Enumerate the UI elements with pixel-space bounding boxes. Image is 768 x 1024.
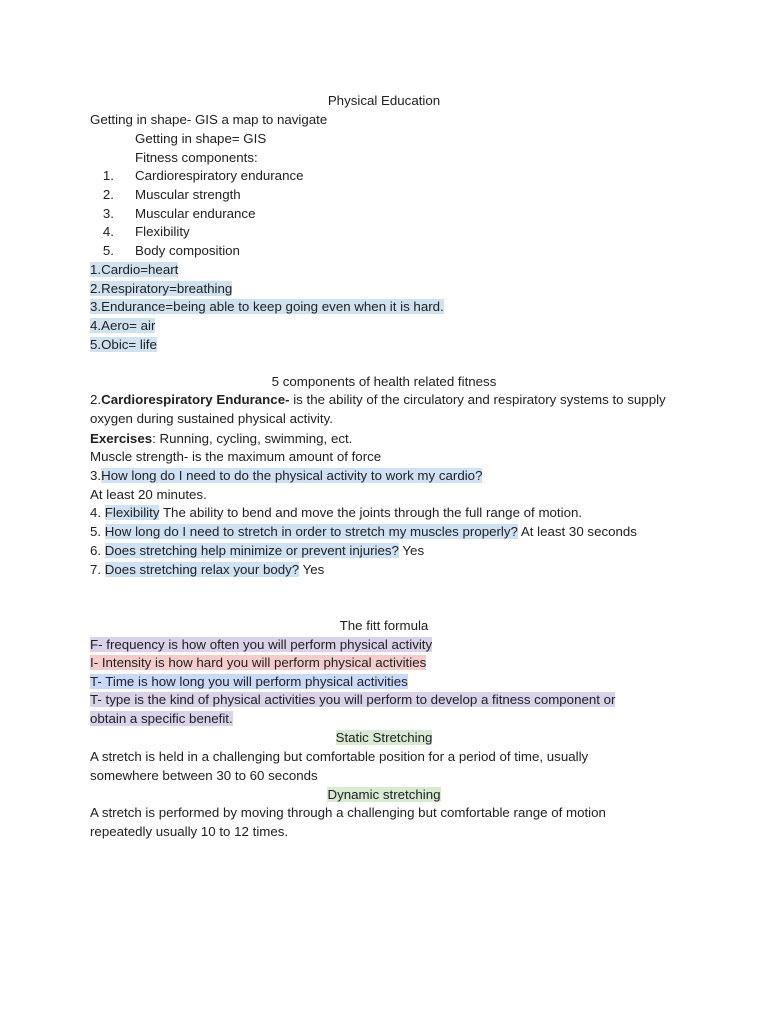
list-item: 1. Cardiorespiratory endurance bbox=[102, 168, 304, 183]
question-5: 5. How long do I need to stretch in order to stretch my muscles properly? At least 30 seconds bbox=[90, 524, 637, 539]
list-item: 4. Flexibility bbox=[102, 224, 190, 239]
gis-heading: Getting in shape- GIS a map to navigate bbox=[90, 112, 328, 127]
word-part-item: 4.Aero= air bbox=[90, 318, 156, 333]
word-part-item: 3.Endurance=being able to keep going even when it is hard. bbox=[90, 299, 444, 314]
exercises-term: Exercises bbox=[90, 431, 153, 446]
fitt-time: T- Time is how long you will perform physical activities bbox=[90, 674, 408, 689]
question-6: 6. Does stretching help minimize or prevent injuries? Yes bbox=[90, 543, 425, 558]
question-7: 7. Does stretching relax your body? Yes bbox=[90, 562, 325, 577]
fitt-heading: The fitt formula bbox=[339, 618, 429, 633]
dynamic-stretching-text: A stretch is performed by moving through a challenging but comfortable range of motion repeatedly usually 10 to 12 times. bbox=[90, 805, 606, 839]
fitt-frequency: F- frequency is how often you will perform physical activity bbox=[90, 637, 433, 652]
answer-3: At least 20 minutes. bbox=[90, 487, 207, 502]
word-part-item: 2.Respiratory=breathing bbox=[90, 281, 233, 296]
fitt-intensity: I- Intensity is how hard you will perform physical activities bbox=[90, 655, 427, 670]
list-item: 5. Body composition bbox=[102, 243, 240, 258]
word-part-item: 5.Obic= life bbox=[90, 337, 157, 352]
page-title: Physical Education bbox=[327, 93, 441, 108]
fitness-components-heading: Fitness components: bbox=[135, 150, 258, 165]
exercises-line: Exercises: Running, cycling, swimming, ect. bbox=[90, 431, 353, 446]
fitt-type: T- type is the kind of physical activities you will perform to develop a fitness component or obtain a specific benefit. bbox=[90, 692, 616, 726]
question-4: 4. Flexibility The ability to bend and move the joints through the full range of motion. bbox=[90, 505, 583, 520]
static-stretching-heading: Static Stretching bbox=[335, 730, 433, 745]
cardio-term: Cardiorespiratory Endurance- bbox=[101, 392, 290, 407]
question-3: 3.How long do I need to do the physical activity to work my cardio? bbox=[90, 468, 483, 483]
word-part-item: 1.Cardio=heart bbox=[90, 262, 179, 277]
list-item: 2. Muscular strength bbox=[102, 187, 241, 202]
muscle-strength-line: Muscle strength- is the maximum amount of force bbox=[90, 449, 382, 464]
dynamic-stretching-heading: Dynamic stretching bbox=[327, 787, 441, 802]
static-stretching-text: A stretch is held in a challenging but comfortable position for a period of time, usually somewhere between 30 to 60 seconds bbox=[90, 749, 589, 783]
list-item: 3. Muscular endurance bbox=[102, 206, 256, 221]
health-fitness-heading: 5 components of health related fitness bbox=[271, 374, 497, 389]
cardio-definition: 2.Cardiorespiratory Endurance- is the ability of the circulatory and respiratory systems to supply oxygen during sustained physical activity. bbox=[90, 392, 666, 426]
gis-subheading: Getting in shape= GIS bbox=[135, 131, 267, 146]
